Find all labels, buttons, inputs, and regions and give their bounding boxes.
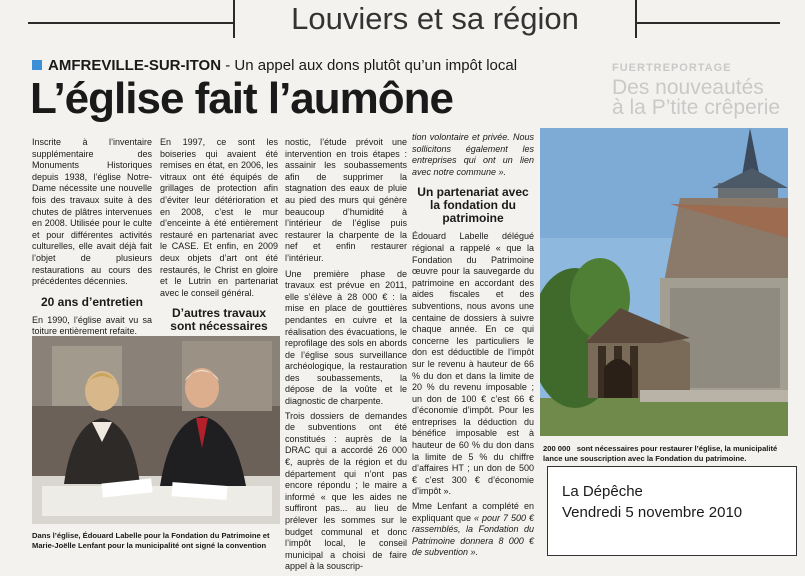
col3-paragraph-3: Trois dossiers de demandes de subventions ont été constitués : auprès de la DRAC qui a accordé 26 000 €, auprès de la région et du département qui n’ont pas encore répondu ; le maire a informé « que les aides ne suffiront pas... au lieu de prélever les sommes sur le budget communal et donc l’impôt local, le conseil municipal a choisi de faire appel à la souscrip-	[285, 410, 407, 572]
article-column-1	[32, 137, 152, 341]
left-photo-caption: Dans l’église, Édouard Labelle pour la Fondation du Patrimoine et Marie-Joëlle Lenfant pour la municipalité ont signé la convention	[32, 531, 270, 550]
col3-paragraph-2: Une première phase de travaux est prévue en 2011, elle s’élève à 28 000 € : la mise en place de gouttières pendantes en cuivre et la réalisation des évacuations, le reprofilage des sols en abords de l’église sous surveillance archéologique, la restauration des soubassements, la dépose de la voûte et le diagnostic de charpente.	[285, 268, 407, 407]
article-column-4	[412, 132, 534, 562]
source-date: Vendredi 5 novembre 2010	[562, 504, 743, 521]
col1-paragraph-1: Inscrite à l’inventaire supplémentaire des Monuments Historiques depuis 1938, l’église Notre-Dame nécessite une nouvelle fois des travaux suite à des chutes de plâtres intervenues en 2008. Utilisée pour le culte et pour différentes activités culturelles, elle avait déjà fait l’objet de plusieurs restaurations au cours des précédentes décennies.	[32, 137, 152, 287]
article-column-2	[160, 137, 278, 354]
col1-paragraph-2: En 1990, l’église avait vu sa toiture entièrement refaite.	[32, 314, 152, 337]
article-column-3	[285, 137, 407, 576]
faded-neighbor-article	[612, 62, 802, 132]
signing-photo	[32, 336, 280, 524]
kicker-text: - Un appel aux dons plutôt qu’un impôt local	[221, 57, 518, 74]
col4-subhead: Un partenariat avec la fondation du patrimoine	[417, 185, 529, 226]
signing-photo-illustration	[32, 336, 280, 524]
source-newspaper: La Dépêche	[562, 483, 643, 500]
faded-label: FUERTREPORTAGE	[612, 62, 732, 74]
church-photo-illustration	[540, 128, 788, 436]
blue-square-icon	[32, 60, 42, 70]
header-title-box	[233, 0, 637, 38]
col3-paragraph-1: nostic, l’étude prévoit une intervention en trois étapes : assainir les soubassements afin de supprimer la stagnation des eaux de pluie au pied des murs qui génère beaucoup d’humidité à l’intérieur de l’église puis restaurer la charpente de la nef et enfin restaurer l’intérieur.	[285, 137, 407, 263]
article-headline: L’église fait l’aumône	[30, 74, 454, 123]
col2-paragraph-1: En 1997, ce sont les boiseries qui avaient été remises en état, en 2006, les vitraux ont été équipés de grillages de protection afin d’éviter leur détérioration et en 2008, c’est le mur d’enceinte à été entièrement restauré en partenariat avec le CASE. Et enfin, en 2009 deux objets d’art ont été restaurés, le Christ en gloire et le Lutrin en partenariat avec le conseil général.	[160, 137, 278, 298]
right-caption-number: 200 000	[543, 444, 571, 453]
section-title: Louviers et sa région	[291, 1, 579, 36]
source-note-box	[547, 466, 797, 556]
col4-paragraph-2: Édouard Labelle délégué régional a rappelé « que la Fondation du Patrimoine œuvre pour la sauvegarde du patrimoine en accordant des aides fiscales et des subventions, nous avons une centaine de dossiers à suivre chaque année. En ce qui concerne les particuliers le don est déductible de l’impôt sur le revenu à hauteur de 66 % du don et dans la limite de 20 % du revenu imposable ; un don de 100 € c’est 66 € d’économie d’impôt. Pour les entreprises la déduction du bénéfice imposable est à hauteur de 60 % du don dans la limite de 5 % du chiffre d’affaires HT ; un don de 500 € c’est 300 € d’économie d’impôt ».	[412, 231, 534, 497]
faded-title-1: Des nouveautés	[612, 76, 764, 99]
col4-paragraph-3	[412, 501, 534, 559]
faded-title-2: à la P’tite crêperie	[612, 96, 781, 119]
col4-paragraph-3-prefix: Mme Lenfant a complété en expliquant que	[412, 501, 534, 523]
col1-subhead: 20 ans d’entretien	[40, 294, 144, 309]
col4-paragraph-1: tion volontaire et privée. Nous sollicitons également les entreprises qui ont un lien avec notre commune ».	[412, 132, 534, 177]
church-photo	[540, 128, 788, 436]
section-header	[28, 0, 780, 38]
col2-subhead: D’autres travaux sont nécessaires	[170, 306, 268, 334]
right-caption-text: sont nécessaires pour restaurer l’église, la municipalité lance une souscription avec la Fondation du patrimoine.	[543, 444, 778, 463]
kicker-place: AMFREVILLE-SUR-ITON	[48, 57, 222, 74]
article-kicker	[32, 57, 517, 74]
col4-paragraph-3-quote: « pour 7 500 € rassemblés, la Fondation du Patrimoine donnera 8 000 € de subvention ».	[412, 512, 534, 558]
right-photo-caption	[543, 444, 793, 463]
